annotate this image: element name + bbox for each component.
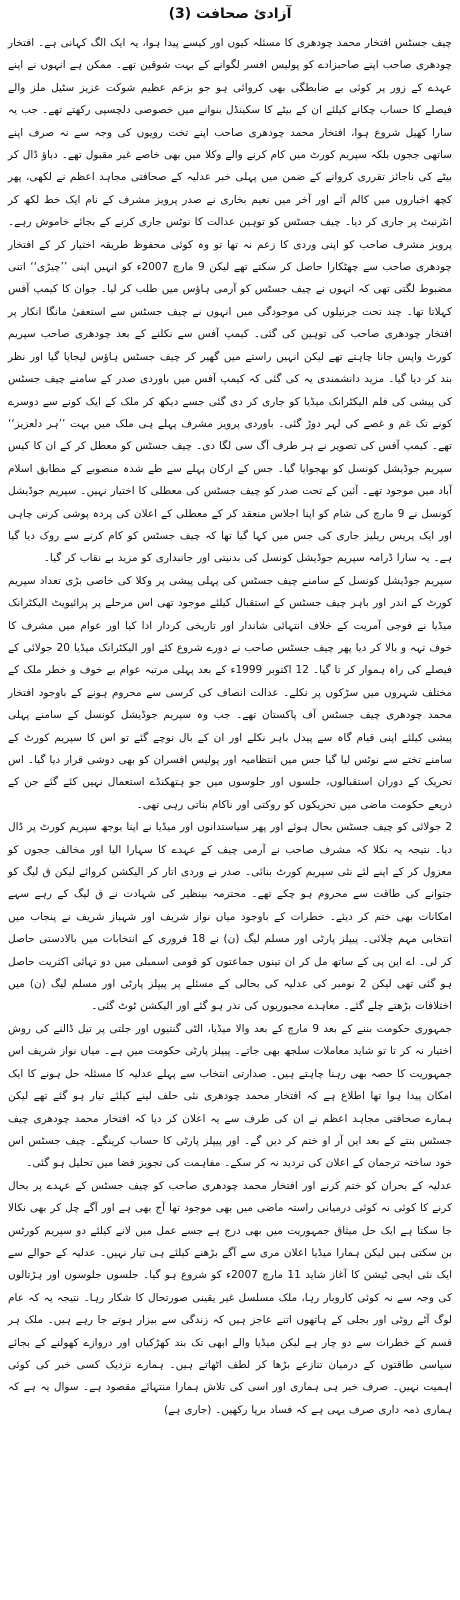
paragraph-1: چیف جسٹس افتخار محمد چودھری کا مسئلہ کیوں اور کیسے پیدا ہوا، یہ ایک الگ کہانی ہے۔ افتخار چودھری صاحب اپنے صاحبزادے کو پولیس افسر لگوانے کے بہت شوقین تھے۔ ممکن ہے انہوں نے اپنے عہدے کے زور پر کوئی بے ضابطگی بھی کروائی ہو جو بزعم عظیم شوکت عزیز سٹیل ملز والے فیصلے کا حساب چکانے کیلئے ان کے بیٹے کا سکینڈل بنوانے میں خصوصی دلچسپی رکھتے تھے۔ جب یہ سارا کھیل شروع ہوا، افتخار محمد چودھری صاحب اپنے تخت رویوں کی وجہ سے نہ صرف اپنے ساتھی ججوں بلکہ سپریم کورٹ میں کام کرنے والے وکلا میں بھی خاصے غیر مقبول تھے۔ دباؤ ڈال کر بیٹے کی ناجائز تقرری کروانے کے ضمن میں پہلی خبر عدلیہ کے صحافتی مجاہد اعظم نے لکھی، پھر کچھ اخباروں میں کالم آئے اور آخر میں نعیم بخاری نے صدر پرویز مشرف کے نام ایک خط لکھ کر انٹرنیٹ پر جاری کر دیا۔ چیف جسٹس کو توہین عدالت کا نوٹس جاری کرنے کے بجائے خاموش رہے۔ پرویز مشرف صاحب کو اپنی وردی کا زعم نہ تھا تو وہ کوئی محفوظ طریقہ اختیار کر کے افتخار چودھری صاحب سے چھٹکارا حاصل کر سکتے تھے لیکن 9 مارچ 2007ء کو انہیں اپنی ’’چیڑی‘‘ اتنی مضبوط لگتی تھی کہ انہوں نے چیف جسٹس کو آرمی ہاؤس میں طلب کر لیا۔ جوان کا کیمپ آفس کہلاتا تھا۔ چند تحت جرنیلوں کی موجودگی میں انہوں نے چیف جسٹس سے استعفیٰ مانگا انکار پر افتخار چودھری صاحب کی توہین کی گئی۔ کیمپ آفس سے نکلنے کے بعد چودھری صاحب سپریم کورٹ واپس جانا چاہتے تھے لیکن انہیں راستے میں گھیر کر چیف جسٹس ہاؤس لیجایا گیا اور نظر بند کر دیا گیا۔ مزید دانشمندی یہ کی گئی کہ کیمپ آفس میں باوردی صدر کے سامنے چیف جسٹس کی پیشی کی فلم الیکٹرانک میڈیا کو جاری کر دی گئی جسے دیکھ کر ملک کے ایک کونے سے دوسرے کونے تک غم و غصے کی لہر دوڑ گئی۔ باوردی پرویز مشرف پہلے ہی ملک میں بہت ’’ہر دلعزیز‘‘ تھے۔ کیمپ آفس کی تصویر نے ہر طرف آگ سی لگا دی۔ چیف جسٹس کو معطل کر کے ان کا کیس سپریم جوڈیشل کونسل کو بھجوایا گیا۔ جس کے ارکان پہلے سے طے شدہ منصوبے کے مطابق اسلام آباد میں موجود تھے۔ آئین کے تحت صدر کو چیف جسٹس کی معطلی کا اختیار نہیں۔ سپریم جوڈیشل کونسل نے 9 مارچ کی شام کو اپنا اجلاس منعقد کر کے معطلی کے اعلان کی پردہ پوشی کرنی چاہی اور ایک پریس ریلیز جاری کی جس میں کہا گیا تھا کہ چیف جسٹس کو کام کرنے سے روک دیا گیا ہے۔ یہ سارا ڈرامہ سپریم جوڈیشل کونسل کی بدنیتی اور جانبداری کو مزید بے نقاب کر گیا۔ (8, 37, 453, 565)
paragraph-3: 2 جولائی کو چیف جسٹس بحال ہوئے اور پھر سیاستدانوں اور میڈیا نے اپنا بوجھ سپریم کورٹ پر ڈال دیا۔ نتیجہ یہ نکلا کہ مشرف صاحب نے آرمی چیف کے عہدے کا سہارا الیا اور مخالف ججوں کو معزول کر کے اپنے لئے نئی سپریم کورٹ بنائی۔ صدر نے وردی اتار کر الیکشن کروائے لیکن ق لیگ کو جتوانے کی طاقت سے محروم ہو چکے تھے۔ محترمہ بینظیر کی شہادت نے ق لیگ کے رہے سہے امکانات بھی ختم کر دیئے۔ خطرات کے باوجود میاں نواز شریف اور شہباز شریف نے پنجاب میں انتخابی مہم چلائی۔ پیپلز پارٹی اور مسلم لیگ (ن) نے 18 فروری کے انتخابات میں بالادستی حاصل کر لی۔ اے این پی کے ساتھ مل کر ان تینوں جماعتوں کو قومی اسمبلی میں دو تہائی اکثریت حاصل ہو گئی تھی لیکن 2 نومبر کی عدلیہ کی بحالی کے مسئلے پر پیپلز پارٹی اور مسلم لیگ (ن) میں اختلافات بڑھتے چلے گئے۔ معاہدے مجبوریوں کی نذر ہو گئے اور الیکشن ٹوٹ گئی۔ (8, 821, 452, 1013)
column-body (8, 32, 452, 1421)
paragraph-5: عدلیہ کے بحران کو ختم کرنے اور افتخار محمد چودھری صاحب کو چیف جسٹس کے عہدے پر بحال کرنے کا کوئی نہ کوئی درمیانی راستہ ماضی میں بھی موجود تھا آج بھی ہے اور آگے چل کر بھی نکالا جا سکتا ہے ایک حل میثاق جمہوریت میں بھی درج ہے جسے عمل میں لانے کیلئے دو سپریم کورٹس بن سکتی ہیں لیکن ہمارا میڈیا اعلان مری سے آگے بڑھنے کیلئے ہی تیار نہیں۔ عدلیہ کے حوالے سے ایک نئی ایجی ٹیشن کا آغاز شاید 11 مارچ 2007ء کو شروع ہو گیا۔ جلسوں جلوسوں اور ہڑتالوں کی وجہ سے نہ کوئی کاروبار رہا، ملک مسلسل غیر یقینی صورتحال کا شکار رہا۔ نتیجہ یہ کہ عام لوگ آٹے روٹی اور بجلی کے ہاتھوں اتنے عاجز ہیں کہ زندگی سے بیزار ہوتے جا رہے ہیں۔ ملک ہر قسم کے خطرات سے دو چار ہے لیکن میڈیا والے ابھی تک بند کھڑکیاں اور دروازے کھولنے کے بجائے سیاسی طاقتوں کے درمیان تنازعے بڑھا کر لطف اٹھاتے ہیں۔ ہمارے نزدیک کسی خبر کی کوئی اہمیت نہیں۔ صرف خبر ہی ہماری اور اسی کی تلاش ہمارا منتہائے مقصود ہے۔ سوال یہ ہے کہ ہماری ذمہ داری صرف یہی ہے کہ فساد برپا رکھیں۔ (جاری ہے) (8, 1179, 452, 1416)
column-title: آزادیٔ صحافت (3) (168, 6, 292, 22)
paragraph-4: جمہوری حکومت بننے کے بعد 9 مارچ کے بعد والا میڈیا، الٹی گنتیوں اور جلتی پر تیل ڈالنے کی روش اختیار نہ کر تا تو شاید معاملات سلجھ بھی جاتے۔ پیپلز پارٹی حکومت میں ہے۔ میاں نواز شریف اس جمہوریت کا حصہ بھی رہنا چاہتے ہیں۔ صدارتی انتخاب سے پہلے عدلیہ کا مسئلہ حل ہونے کا ایک امکان پیدا ہوا تھا اطلاع ہے کہ افتخار محمد چودھری نئی حلف لینے کیلئے تیار ہو گئے تھے لیکن ہمارے صحافتی مجاہد اعظم نے ان کی طرف سے یہ اعلان کر دیا کہ افتخار محمد چودھری چیف جسٹس بنتے کے بعد این آر او ختم کر دیں گے۔ اور پیپلز پارٹی کا حساب کرینگے۔ چیف جسٹس اس خود ساختہ ترجمان کے اعلان کی تردید نہ کر سکے۔ مفاہمت کی تجویز فضا میں تحلیل ہو گئی۔ (8, 1022, 453, 1170)
paragraph-2: سپریم جوڈیشل کونسل کے سامنے چیف جسٹس کی پہلی پیشی پر وکلا کی خاصی بڑی تعداد سپریم کورٹ کے اندر اور باہر چیف جسٹس کے استقبال کیلئے موجود تھی اس مرحلے پر پرائیویٹ الیکٹرانک میڈیا نے فوجی آمریت کے خلاف انتہائی شاندار اور تاریخی کردار ادا کیا اور عوام میں مشرف کا خوف تہہ و بالا کر دیا پھر چیف جسٹس صاحب نے دورے شروع کئے اور الیکٹرانک میڈیا 20 جولائی کے فیصلے کی راہ ہموار کر تا گیا۔ 12 اکتوبر 1999ء کے بعد پہلی مرتبہ عوام بے خوف و خطر ملک کے مختلف شہروں میں سڑکوں پر نکلے۔ عدالت انصاف کی کرسی سے محروم ہونے کے باوجود افتخار محمد چودھری چیف جسٹس آف پاکستان تھے۔ جب وہ سپریم جوڈیشل کونسل کے سامنے پہلی پیشی کیلئے اپنی قیام گاہ سے پیدل باہر نکلے اور ان کے بال نوچے گئے تو اس کا سپریم کورٹ کے سامنے تختے سے نوٹس لیا گیا جس میں انتظامیہ اور پولیس افسران کو بھی دوشی قرار دیا گیا۔ اس تحریک کے دوران استقبالوں، جلسوں اور جلوسوں میں جو ہتھکنڈے استعمال نہیں کئے گئے جن کے ذریعے حکومت ماضی میں تحریکوں کو روکتی اور ناکام بناتی رہی تھی۔ (8, 574, 453, 811)
